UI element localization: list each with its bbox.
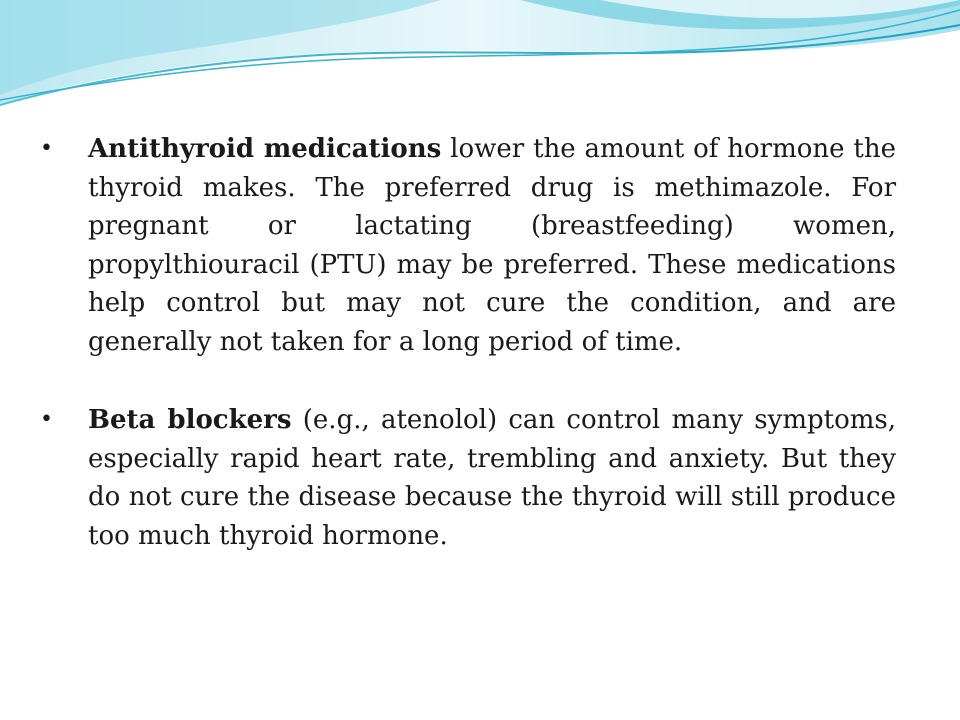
term-beta-blockers: Beta blockers [88, 405, 292, 435]
term-antithyroid: Antithyroid medications [88, 134, 442, 164]
slide-content [36, 130, 896, 595]
bullet-icon: • [40, 407, 53, 432]
description-beta-blockers: (e.g., atenolol) can control many symptoms, especially rapid heart rate, trembling and anxiety. But they do not cure the disease because the thyroid will still produce too much thyroid hormone. [88, 405, 896, 551]
bullet-item-antithyroid [36, 130, 896, 361]
description-antithyroid: lower the amount of hormone the thyroid makes. The preferred drug is methimazole. For pregnant or lactating (breastfeeding) women, propylthiouracil (PTU) may be preferred. These medications help control but may not cure the condition, and are generally not taken for a long period of time. [88, 134, 896, 357]
bullet-item-beta-blockers [36, 401, 896, 555]
header-wave-decoration [0, 0, 960, 120]
bullet-icon: • [40, 136, 53, 161]
